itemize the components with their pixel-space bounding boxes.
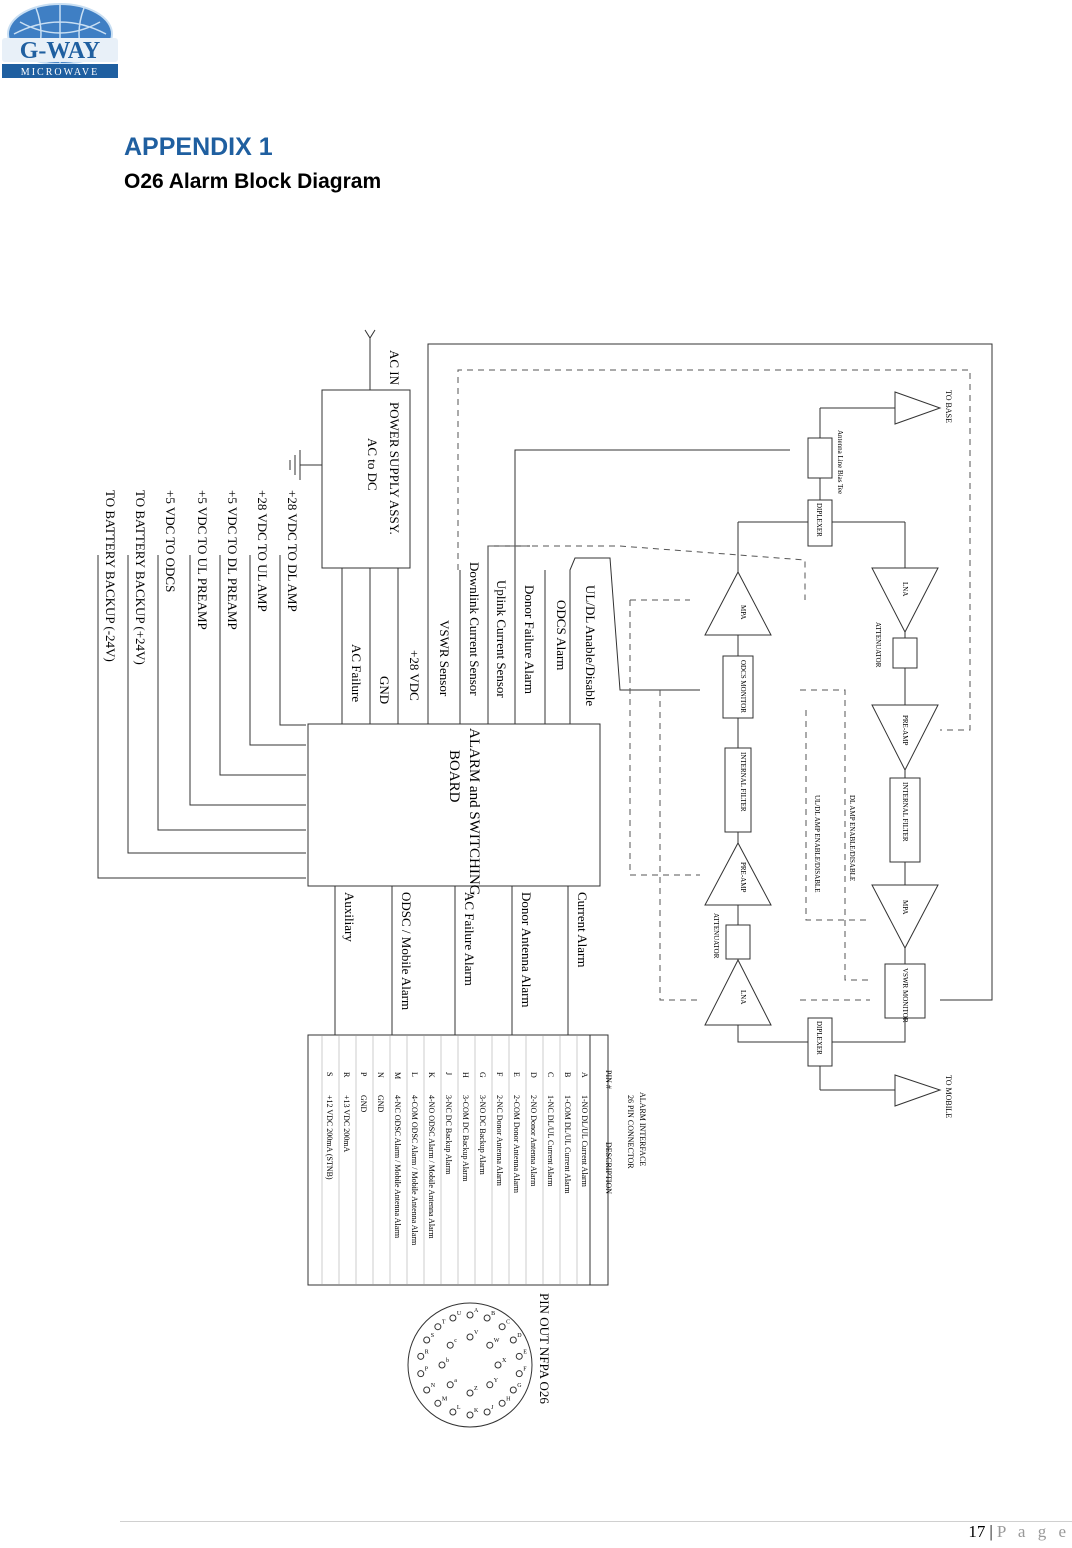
svg-text:Uplink Current Sensor: Uplink Current Sensor xyxy=(494,580,509,698)
pin-description: 3-NC DC Backup Alarm xyxy=(444,1095,453,1175)
connector-pin-label: P xyxy=(424,1366,429,1373)
connector-pin xyxy=(510,1387,516,1393)
connector-pin-label: T xyxy=(441,1319,446,1326)
svg-text:ODSC / Mobile Alarm: ODSC / Mobile Alarm xyxy=(399,892,414,1011)
connector-pin xyxy=(510,1337,516,1343)
connector-pin-label: E xyxy=(523,1349,527,1356)
alarm-board-box xyxy=(308,724,600,886)
svg-text:AC Failure: AC Failure xyxy=(349,644,364,703)
pin-description: 3-COM DC Backup Alarm xyxy=(461,1095,470,1182)
connector-pin-label: U xyxy=(456,1311,462,1318)
connector-pin-label: L xyxy=(456,1404,461,1411)
connector-pin xyxy=(499,1400,505,1406)
svg-text:LNA: LNA xyxy=(901,582,909,597)
svg-text:PIN #: PIN # xyxy=(604,1070,613,1089)
power-supply-label: POWER SUPPLY ASSY. xyxy=(387,402,402,535)
svg-text:VSWR Sensor: VSWR Sensor xyxy=(437,620,452,697)
page-footer xyxy=(968,1522,1070,1542)
svg-text:+5 VDC TO DL PREAMP: +5 VDC TO DL PREAMP xyxy=(225,490,240,630)
svg-text:TO BASE: TO BASE xyxy=(944,390,953,423)
pin-id: M xyxy=(393,1072,402,1080)
pin-id: J xyxy=(444,1072,453,1076)
svg-text:Current Alarm: Current Alarm xyxy=(575,892,590,968)
svg-text:PRE-AMP: PRE-AMP xyxy=(901,715,909,746)
appendix-title: APPENDIX 1 xyxy=(124,133,273,161)
pin-description: 4-NO ODSC Alarm / Mobile Antenna Alarm xyxy=(427,1095,436,1239)
pin-description: 2-NO Donor Antenna Alarm xyxy=(529,1095,538,1187)
pin-description: 4-NC ODSC Alarm / Mobile Antenna Alarm xyxy=(393,1095,402,1239)
connector-pin xyxy=(499,1324,505,1330)
pin-description: +12 VDC 200mA (STNB) xyxy=(325,1095,334,1180)
pin-description: 2-NC Donor Antenna Alarm xyxy=(495,1095,504,1186)
connector-pin-label: A xyxy=(474,1308,479,1314)
pin-id: N xyxy=(376,1072,385,1078)
diagram-title: O26 Alarm Block Diagram xyxy=(124,170,382,193)
connector-pin xyxy=(450,1409,456,1415)
pin-description: GND xyxy=(359,1095,368,1113)
pin-id: G xyxy=(478,1072,487,1078)
connector-pin-label: X xyxy=(502,1358,507,1364)
page-separator: | xyxy=(989,1522,993,1541)
pin-description: GND xyxy=(376,1095,385,1113)
svg-text:Donor Antenna Alarm: Donor Antenna Alarm xyxy=(519,892,534,1008)
svg-text:+5 VDC TO UL PREAMP: +5 VDC TO UL PREAMP xyxy=(195,490,210,630)
svg-text:ATTENUATOR: ATTENUATOR xyxy=(712,913,720,959)
svg-text:+28 VDC: +28 VDC xyxy=(407,650,422,701)
connector-pin xyxy=(447,1342,453,1348)
connector-pin-label: C xyxy=(506,1319,511,1326)
pin-id: K xyxy=(427,1072,436,1078)
ac-in-label: AC IN xyxy=(387,350,402,386)
svg-text:MICROWAVE: MICROWAVE xyxy=(20,67,100,78)
svg-text:TO BATTERY BACKUP (+24V): TO BATTERY BACKUP (+24V) xyxy=(133,490,148,665)
svg-text:AC Failure Alarm: AC Failure Alarm xyxy=(462,892,477,986)
connector-pin xyxy=(435,1400,441,1406)
company-logo xyxy=(0,0,120,88)
svg-text:ODCS Alarm: ODCS Alarm xyxy=(554,600,569,671)
pin-description: 2-COM Donor Antenna Alarm xyxy=(512,1095,521,1193)
connector-pin-label: W xyxy=(493,1338,500,1345)
page-word: P a g e xyxy=(996,1522,1070,1541)
pin-id: B xyxy=(563,1072,572,1078)
power-supply-sublabel: AC to DC xyxy=(365,438,380,491)
svg-text:ALARM INTERFACE: ALARM INTERFACE xyxy=(638,1092,647,1167)
svg-text:VSWR MONITOR: VSWR MONITOR xyxy=(901,968,909,1023)
svg-text:TO MOBILE: TO MOBILE xyxy=(944,1075,953,1119)
connector-pin xyxy=(467,1412,473,1418)
svg-text:+28 VDC TO DL AMP: +28 VDC TO DL AMP xyxy=(285,490,300,612)
svg-text:BOARD: BOARD xyxy=(446,750,462,803)
page-number: 17 xyxy=(968,1522,986,1541)
svg-text:MPA: MPA xyxy=(739,605,747,620)
pin-id: L xyxy=(410,1072,419,1077)
connector-pin xyxy=(467,1334,473,1340)
svg-text:GND: GND xyxy=(377,676,392,705)
connector-pin-label: F xyxy=(523,1366,527,1373)
bias-tee-box xyxy=(808,438,832,478)
connector-pin xyxy=(450,1315,456,1321)
svg-text:ATTENUATOR: ATTENUATOR xyxy=(874,622,882,668)
svg-text:+28 VDC TO UL AMP: +28 VDC TO UL AMP xyxy=(255,490,270,612)
pin-description: +13 VDC 200mA xyxy=(342,1095,351,1153)
svg-text:UL/DL AMP ENABLE/DISABLE: UL/DL AMP ENABLE/DISABLE xyxy=(813,795,821,893)
svg-text:TO BATTERY BACKUP (-24V): TO BATTERY BACKUP (-24V) xyxy=(103,490,118,662)
connector-pin xyxy=(516,1371,522,1377)
nfpa-connector xyxy=(408,1303,532,1427)
pin-id: A xyxy=(580,1072,589,1078)
alarm-block-diagram xyxy=(0,300,1072,1460)
svg-text:26 PIN CONNECTOR: 26 PIN CONNECTOR xyxy=(626,1095,635,1169)
connector-pin-label: V xyxy=(474,1330,479,1336)
connector-pin xyxy=(418,1371,424,1377)
connector-pin-label: K xyxy=(474,1408,479,1414)
svg-text:DIPLEXER: DIPLEXER xyxy=(815,1021,823,1055)
svg-text:LNA: LNA xyxy=(739,990,747,1005)
pin-description: 1-NO DL/UL Current Alarm xyxy=(580,1095,589,1187)
connector-pin-label: b xyxy=(446,1358,449,1364)
connector-pin xyxy=(495,1362,501,1368)
connector-pin-label: Y xyxy=(493,1377,499,1384)
svg-text:DL AMP ENABLE/DISABLE: DL AMP ENABLE/DISABLE xyxy=(848,795,856,882)
svg-text:+5 VDC TO ODCS: +5 VDC TO ODCS xyxy=(163,490,178,593)
pin-description: 4-COM ODSC Alarm / Mobile Antenna Alarm xyxy=(410,1095,419,1246)
pinout-label: PIN OUT NFPA O26 xyxy=(537,1293,552,1404)
connector-pin xyxy=(487,1342,493,1348)
pin-id: E xyxy=(512,1072,521,1077)
footer-divider xyxy=(120,1521,1072,1522)
svg-text:Downlink Current Sensor: Downlink Current Sensor xyxy=(467,562,482,696)
pin-id: H xyxy=(461,1072,470,1078)
board-label: ALARM and SWITCHING xyxy=(466,728,482,896)
connector-pin xyxy=(467,1312,473,1318)
svg-text:INTERNAL FILTER: INTERNAL FILTER xyxy=(901,782,909,842)
connector-pin xyxy=(447,1382,453,1388)
connector-pin xyxy=(467,1390,473,1396)
connector-pin-label: c xyxy=(454,1338,457,1345)
connector-pin xyxy=(487,1382,493,1388)
connector-pin xyxy=(418,1353,424,1359)
svg-text:ODCS MONITOR: ODCS MONITOR xyxy=(739,660,747,713)
connector-pin-label: B xyxy=(491,1311,496,1318)
connector-pin-label: J xyxy=(491,1404,494,1411)
pin-id: D xyxy=(529,1072,538,1078)
pin-description: 1-NC DL/UL Current Alarm xyxy=(546,1095,555,1187)
svg-text:Antenna Line Bias Tee: Antenna Line Bias Tee xyxy=(836,430,844,495)
pin-id: P xyxy=(359,1072,368,1077)
connector-pin-label: M xyxy=(441,1396,448,1403)
connector-pin xyxy=(424,1387,430,1393)
connector-pin xyxy=(516,1353,522,1359)
svg-text:G-WAY: G-WAY xyxy=(19,38,101,64)
connector-pin-label: S xyxy=(430,1333,435,1339)
connector-pin xyxy=(439,1362,445,1368)
svg-text:DESCRIPTION: DESCRIPTION xyxy=(604,1142,613,1195)
connector-pin xyxy=(484,1409,490,1415)
connector-pin-label: Z xyxy=(474,1386,478,1392)
connector-pin-label: N xyxy=(430,1383,436,1389)
svg-text:Donor Failure Alarm: Donor Failure Alarm xyxy=(522,585,537,695)
connector-pin-label: D xyxy=(517,1333,522,1339)
svg-text:INTERNAL FILTER: INTERNAL FILTER xyxy=(739,752,747,812)
pin-id: S xyxy=(325,1072,334,1077)
pin-id: F xyxy=(495,1072,504,1077)
svg-text:PRE-AMP: PRE-AMP xyxy=(739,862,747,893)
connector-pin-label: G xyxy=(517,1383,522,1389)
pin-description: 1-COM DL/UL Current Alarm xyxy=(563,1095,572,1194)
connector-pin-label: a xyxy=(454,1377,457,1384)
connector-pin-label: H xyxy=(506,1396,511,1403)
svg-text:UL/DL Anable/Disable: UL/DL Anable/Disable xyxy=(583,585,598,707)
pin-id: R xyxy=(342,1072,351,1078)
connector-pin xyxy=(435,1324,441,1330)
connector-pin xyxy=(484,1315,490,1321)
svg-text:DIPLEXER: DIPLEXER xyxy=(815,503,823,537)
svg-text:Auxiliary: Auxiliary xyxy=(342,892,357,942)
pin-description: 3-NO DC Backup Alarm xyxy=(478,1095,487,1175)
pin-id: C xyxy=(546,1072,555,1078)
connector-pin-label: R xyxy=(424,1349,429,1356)
svg-text:MPA: MPA xyxy=(901,900,909,915)
connector-pin xyxy=(424,1337,430,1343)
